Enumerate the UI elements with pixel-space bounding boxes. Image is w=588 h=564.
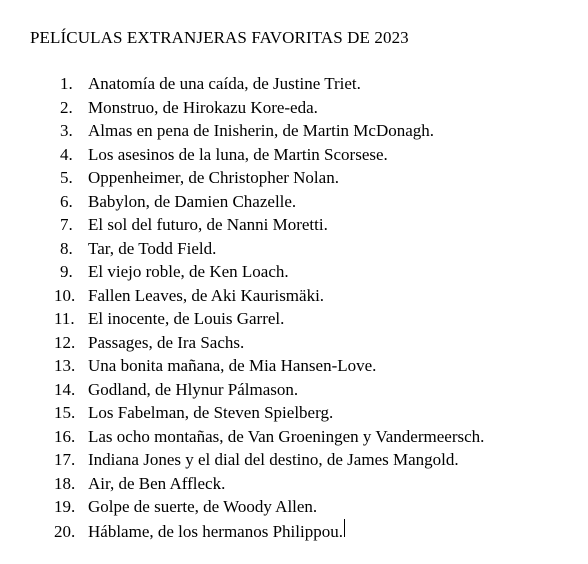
- list-item-number: 2.: [60, 97, 73, 117]
- list-item: [54, 354, 484, 378]
- list-item-text: Oppenheimer, de Christopher Nolan.: [88, 168, 339, 187]
- list-item: [54, 143, 484, 167]
- list-item-number: 3.: [60, 121, 73, 140]
- list-item-text: Almas en pena de Inisherin, de Martin McDonagh.: [88, 121, 435, 140]
- list-item-text: Monstruo, de Hirokazu Kore-eda.: [88, 97, 318, 117]
- list-item: [54, 260, 484, 284]
- list-item-number: 5.: [60, 168, 73, 187]
- list-item-number: 20.: [54, 521, 76, 541]
- list-item: [54, 237, 484, 261]
- list-item-text: Passages, de Ira Sachs.: [88, 332, 245, 352]
- list-item-text: Babylon, de Damien Chazelle.: [88, 191, 297, 211]
- list-item-number: 1.: [60, 74, 73, 93]
- list-item-number: 10.: [54, 285, 76, 305]
- list-item-number: 7.: [60, 215, 73, 234]
- list-item-text: Fallen Leaves, de Aki Kaurismäki.: [88, 285, 325, 305]
- list-item: [54, 401, 484, 425]
- list-item-text: Los asesinos de la luna, de Martin Scorsese.: [88, 144, 388, 164]
- list-item: [54, 284, 484, 308]
- list-item-number: 16.: [54, 426, 76, 446]
- list-item-text: Air, de Ben Affleck.: [88, 473, 226, 493]
- film-list: [54, 72, 484, 542]
- list-item: [54, 307, 484, 331]
- list-item-number: 12.: [54, 332, 76, 352]
- list-item: [54, 119, 484, 143]
- list-item-text: Godland, de Hlynur Pálmason.: [88, 379, 299, 399]
- list-item: [54, 166, 484, 190]
- list-item-number: 13.: [54, 356, 76, 375]
- list-item-number: 15.: [54, 403, 76, 422]
- list-item-number: 17.: [54, 450, 76, 469]
- list-item-text: Una bonita mañana, de Mia Hansen-Love.: [88, 356, 377, 375]
- list-item-text: Golpe de suerte, de Woody Allen.: [88, 497, 318, 516]
- list-item-number: 9.: [60, 262, 73, 281]
- text-cursor: [344, 519, 345, 537]
- list-item: [54, 331, 484, 355]
- list-item: [54, 448, 484, 472]
- list-item-number: 14.: [54, 379, 76, 399]
- list-item-text: El sol del futuro, de Nanni Moretti.: [88, 215, 328, 234]
- list-item: [54, 96, 484, 120]
- list-item-text: Los Fabelman, de Steven Spielberg.: [88, 403, 334, 422]
- list-item: [54, 495, 484, 519]
- list-item: [54, 425, 484, 449]
- list-item: [54, 72, 484, 96]
- list-item-text: El inocente, de Louis Garrel.: [88, 309, 285, 328]
- list-item: [54, 378, 484, 402]
- list-item-text: Indiana Jones y el dial del destino, de James Mangold.: [88, 450, 459, 469]
- list-item: [54, 213, 484, 237]
- list-item: [54, 472, 484, 496]
- list-item-number: 11.: [54, 309, 75, 328]
- list-item-text: Tar, de Todd Field.: [88, 238, 217, 258]
- list-item-number: 19.: [54, 497, 76, 516]
- list-item-number: 6.: [60, 191, 73, 211]
- list-item-number: 18.: [54, 473, 76, 493]
- list-item-text: Anatomía de una caída, de Justine Triet.: [88, 74, 361, 93]
- list-item-text: Háblame, de los hermanos Philippou.: [88, 521, 343, 541]
- list-item-text: Las ocho montañas, de Van Groeningen y Vandermeersch.: [88, 426, 485, 446]
- list-item-text: El viejo roble, de Ken Loach.: [88, 262, 289, 281]
- document-title: PELÍCULAS EXTRANJERAS FAVORITAS DE 2023: [30, 28, 409, 47]
- list-item-number: 4.: [60, 144, 73, 164]
- list-item: [54, 190, 484, 214]
- list-item: [54, 519, 484, 543]
- list-item-number: 8.: [60, 238, 73, 258]
